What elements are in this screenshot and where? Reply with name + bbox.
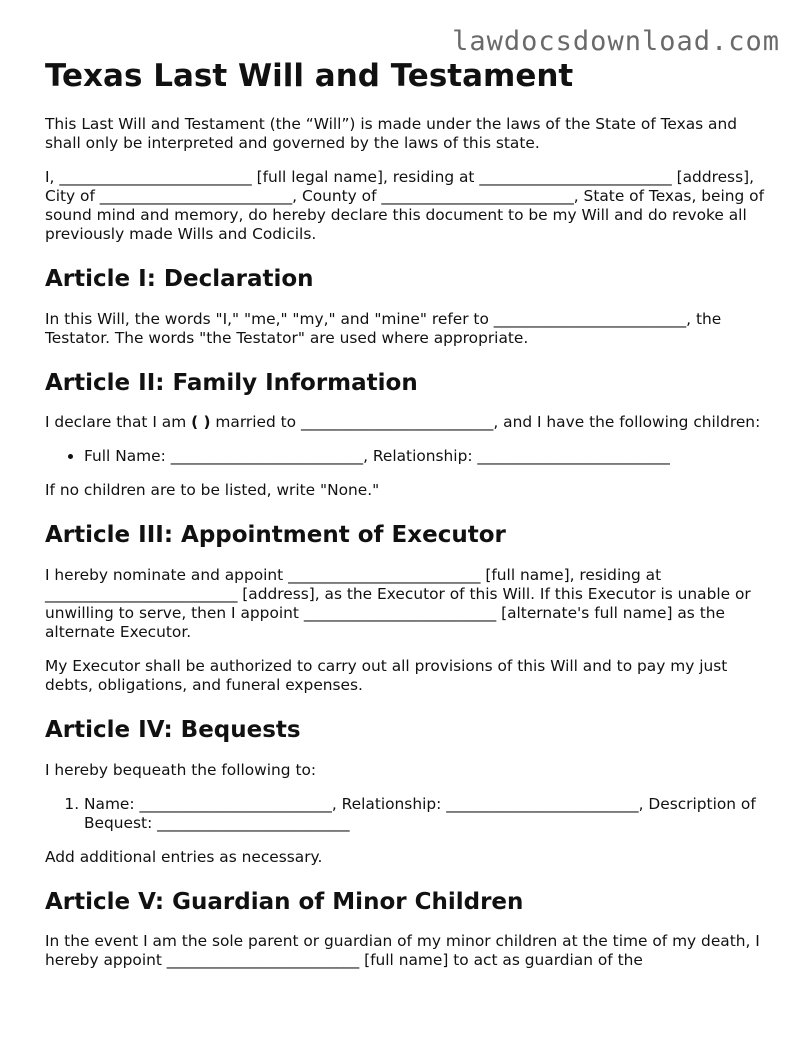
article-4-note: Add additional entries as necessary.	[45, 847, 323, 866]
list-item: • Full Name: _________________________, Relationship: _________________________	[84, 447, 765, 466]
article-3-paragraph-2: My Executor shall be authorized to carry out all provisions of this Will and to pay my just debts, obligations, and funeral expenses.	[45, 656, 728, 694]
article-5-paragraph: In the event I am the sole parent or guardian of my minor children at the time of my death, I hereby appoint _________________________ [full name] to act as guardian of the	[45, 932, 760, 970]
bequest-list	[45, 795, 765, 833]
article-1-paragraph: In this Will, the words "I," "me," "my," and "mine" refer to _________________________, the Testator. The words "the Testator" are used where appropriate.	[45, 309, 722, 347]
watermark: lawdocsdownload.com	[452, 26, 780, 57]
article-3-heading: Article III: Appointment of Executor	[45, 522, 506, 549]
article-1-heading: Article I: Declaration	[45, 266, 314, 293]
document-page	[45, 58, 765, 985]
marital-status-checkbox: ( )	[191, 413, 211, 432]
document-title: Texas Last Will and Testament	[45, 58, 574, 94]
children-list	[45, 447, 765, 466]
intro-paragraph-1: This Last Will and Testament (the “Will”) is made under the laws of the State of Texas and shall only be interpreted and governed by the laws of this state.	[45, 115, 738, 153]
article-2-text-after: married to _________________________, and I have the following children:	[210, 413, 761, 432]
article-5-heading: Article V: Guardian of Minor Children	[45, 888, 524, 915]
list-item: 1. Name: _________________________, Relationship: _________________________, Description of Bequest: _________________________	[84, 795, 765, 833]
article-4-heading: Article IV: Bequests	[45, 716, 301, 743]
intro-paragraph-2: I, _________________________ [full legal name], residing at _________________________ [address], City of _________________________, County of _________________________, State of Texas, being of sound mind and memory, do hereby declare this document to be my Will and do revoke all previously made Wills and Codicils.	[45, 168, 764, 244]
article-2-heading: Article II: Family Information	[45, 369, 418, 396]
article-2-paragraph	[45, 413, 765, 432]
article-4-paragraph: I hereby bequeath the following to:	[45, 760, 317, 779]
article-3-paragraph-1: I hereby nominate and appoint _________________________ [full name], residing at _________________________ [address], as the Executor of this Will. If this Executor is unable or unwilling to serve, then I appoint _________________________ [alternate's full name] as the alternate Executor.	[45, 565, 751, 641]
article-2-note: If no children are to be listed, write "None."	[45, 481, 380, 500]
article-2-text-before: I declare that I am	[45, 413, 192, 432]
